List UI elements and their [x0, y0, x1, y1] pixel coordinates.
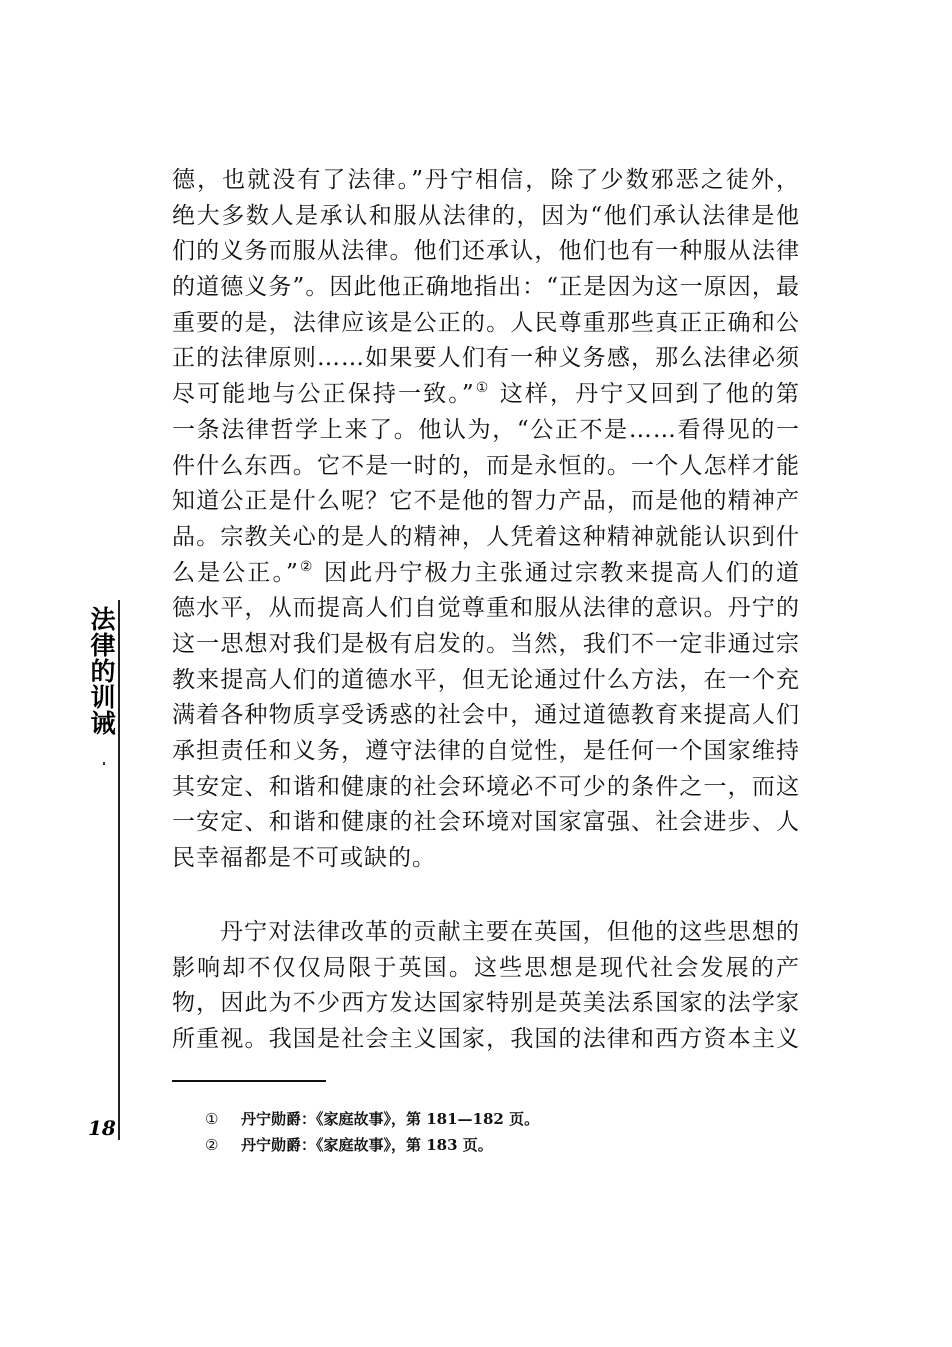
- text-line: 正的法律原则……如果要人们有一种义务感，那么法律必须: [172, 345, 800, 372]
- text-line: 的道德义务”。因此他正确地指出：“正是因为这一原因，最: [172, 274, 800, 301]
- margin-dot: [103, 762, 105, 765]
- footnote-text: 丹宁勋爵：《家庭故事》，第 181—182 页。: [241, 1110, 540, 1128]
- page-number: 18: [88, 1116, 116, 1140]
- text-line: 其安定、和谐和健康的社会环境必不可少的条件之一，而这: [172, 773, 800, 800]
- text-line: 满着各种物质享受诱惑的社会中，通过道德教育来提高人们: [172, 702, 800, 729]
- text-line: 影响却不仅仅局限于英国。这些思想是现代社会发展的产: [172, 954, 800, 981]
- text-line: 德，也就没有了法律。”丹宁相信，除了少数邪恶之徒外，: [172, 167, 800, 193]
- text-line: 这一思想对我们是极有启发的。当然，我们不一定非通过宗: [172, 630, 800, 657]
- footnote-mark: ①: [205, 1110, 219, 1128]
- footnote-ref-1[interactable]: ①: [474, 380, 491, 397]
- text-segment: 因此丹宁极力主张通过宗教来提高人们的道: [314, 559, 800, 586]
- footnote-ref-2[interactable]: ②: [298, 558, 315, 575]
- text-line: 们的义务而服从法律。他们还承认，他们也有一种服从法律: [172, 238, 800, 265]
- text-line: 物，因此为不少西方发达国家特别是英美法系国家的法学家: [172, 990, 800, 1017]
- text-line: 一条法律哲学上来了。他认为，“公正不是……看得见的一: [172, 416, 800, 443]
- footnote-separator: [172, 1080, 326, 1082]
- paragraph-2: [172, 915, 800, 1058]
- running-chapter-title: 法律的训诫: [87, 606, 116, 736]
- text-segment: 尽可能地与公正保持一致。”: [172, 381, 475, 408]
- text-line-with-footnote: [172, 377, 800, 413]
- text-line: 所重视。我国是社会主义国家，我国的法律和西方资本主义: [172, 1026, 800, 1053]
- footnote-text: 丹宁勋爵：《家庭故事》，第 183 页。: [241, 1136, 493, 1154]
- footnotes: [205, 1106, 539, 1158]
- footnote-2: [205, 1132, 539, 1158]
- text-line: 件什么东西。它不是一时的，而是永恒的。一个人怎样才能: [172, 452, 800, 479]
- text-line: 绝大多数人是承认和服从法律的，因为“他们承认法律是他: [172, 202, 800, 229]
- text-segment: 这样，丹宁又回到了他的第: [490, 381, 800, 408]
- paragraph-1: [172, 163, 800, 877]
- text-line: 知道公正是什么呢？它不是他的智力产品，而是他的精神产: [172, 488, 800, 515]
- footnote-mark: ②: [205, 1136, 219, 1154]
- text-line: 德水平，从而提高人们自觉尊重和服从法律的意识。丹宁的: [172, 595, 800, 622]
- text-line: 丹宁对法律改革的贡献主要在英国，但他的这些思想的: [220, 919, 800, 945]
- text-line: 一安定、和谐和健康的社会环境对国家富强、社会进步、人: [172, 809, 800, 836]
- text-line-with-footnote: [172, 556, 800, 592]
- text-line: 重要的是，法律应该是公正的。人民尊重那些真正正确和公: [172, 309, 800, 336]
- margin-rule: [118, 600, 120, 1140]
- text-segment: 么是公正。”: [172, 559, 299, 586]
- text-line: 民幸福都是不可或缺的。: [172, 845, 436, 872]
- footnote-1: [205, 1106, 539, 1132]
- text-line: 品。宗教关心的是人的精神，人凭着这种精神就能认识到什: [172, 523, 800, 550]
- text-line: 承担责任和义务，遵守法律的自觉性，是任何一个国家维持: [172, 738, 800, 764]
- text-line: 教来提高人们的道德水平，但无论通过什么方法，在一个充: [172, 666, 800, 693]
